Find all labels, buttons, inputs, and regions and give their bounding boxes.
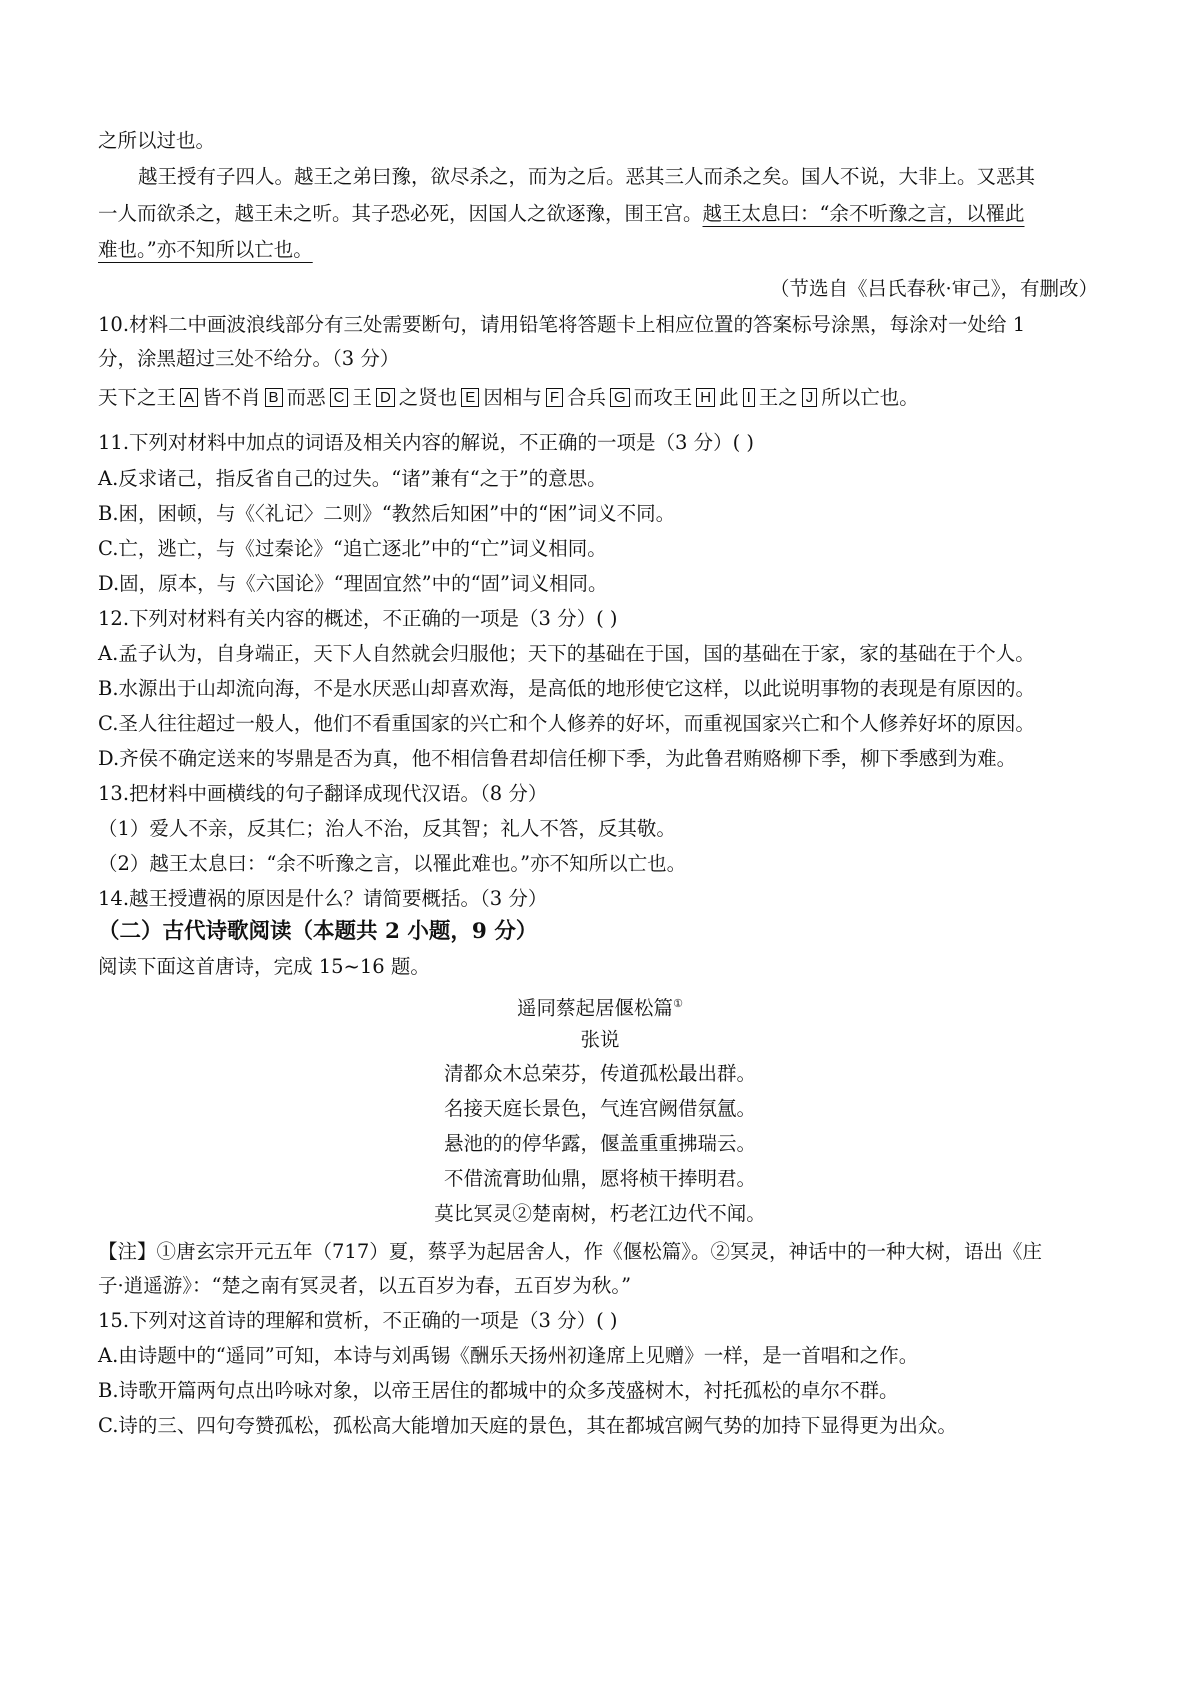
option-b: B.水源出于山却流向海，不是水厌恶山却喜欢海，是高低的地形使它这样，以此说明事物的表现是有原因的。 xyxy=(98,677,1036,700)
sentence-segment: 此 xyxy=(719,386,739,409)
answer-box[interactable]: J xyxy=(802,388,818,407)
answer-box[interactable]: H xyxy=(696,388,715,407)
answer-box[interactable]: F xyxy=(546,388,563,407)
underlined-sentence: 难也。”亦不知所以亡也。 xyxy=(98,238,313,261)
option-c: C.亡，逃亡，与《过秦论》“追亡逐北”中的“亡”词义相同。 xyxy=(98,537,607,560)
option-d: D.固，原本，与《六国论》“理固宜然”中的“固”词义相同。 xyxy=(98,572,608,595)
option-b: B.困，困顿，与《〈礼记〉二则》“教然后知困”中的“困”词义不同。 xyxy=(98,502,676,525)
question-11-stem: 11.下列对材料中加点的词语及相关内容的解说，不正确的一项是（3 分）( ) xyxy=(98,431,755,454)
sentence-segment: 天下之王 xyxy=(98,386,177,409)
question-15-stem: 15.下列对这首诗的理解和赏析，不正确的一项是（3 分）( ) xyxy=(98,1309,618,1332)
answer-box[interactable]: C xyxy=(330,388,349,407)
passage-line: 之所以过也。 xyxy=(98,129,216,152)
underlined-sentence: 越王太息曰：“余不听豫之言，以罹此 xyxy=(702,202,1025,225)
section-intro: 阅读下面这首唐诗，完成 15~16 题。 xyxy=(98,955,430,978)
question-14-stem: 14.越王授遭祸的原因是什么？请简要概括。（3 分） xyxy=(98,887,548,910)
option-c: C.诗的三、四句夸赞孤松，孤松高大能增加天庭的景色，其在都城宫阙气势的加持下显得更为出众。 xyxy=(98,1414,957,1437)
question-13-stem: 13.把材料中画横线的句子翻译成现代汉语。（8 分） xyxy=(98,782,548,805)
footnote-marker: ① xyxy=(673,997,683,1010)
answer-box[interactable]: G xyxy=(610,388,630,407)
option-a: A.由诗题中的“遥同”可知，本诗与刘禹锡《酬乐天扬州初逢席上见赠》一样，是一首唱和之作。 xyxy=(98,1344,919,1367)
poem-note: 子·逍遥游》：“楚之南有冥灵者，以五百岁为春，五百岁为秋。” xyxy=(98,1274,632,1297)
sentence-segment: 所以亡也。 xyxy=(821,386,919,409)
passage-line xyxy=(98,200,1102,228)
answer-box[interactable]: B xyxy=(265,388,283,407)
translation-sentence-1: （1）爱人不亲，反其仁；治人不治，反其智；礼人不答，反其敬。 xyxy=(98,817,676,840)
poem-line: 名接天庭长景色，气连宫阙借氛氲。 xyxy=(443,1097,756,1120)
passage-text: 一人而欲杀之，越王未之听。其子恐必死，因国人之欲逐豫，围王宫。 xyxy=(98,202,703,225)
sentence-segment: 因相与 xyxy=(483,386,542,409)
question-12-stem: 12.下列对材料有关内容的概述，不正确的一项是（3 分）( ) xyxy=(98,607,618,630)
option-a: A.反求诸己，指反省自己的过失。“诸”兼有“之于”的意思。 xyxy=(98,467,607,490)
question-10-stem: 10.材料二中画波浪线部分有三处需要断句，请用铅笔将答题卡上相应位置的答案标号涂黑，每涂对一处给 1 xyxy=(98,313,1026,336)
option-c: C.圣人往往超过一般人，他们不看重国家的兴亡和个人修养的好坏，而重视国家兴亡和个人修养好坏的原因。 xyxy=(98,712,1035,735)
poem-line: 清都众木总荣芬，传道孤松最出群。 xyxy=(443,1062,756,1085)
poem-author: 张说 xyxy=(580,1028,620,1051)
poem-title xyxy=(98,990,1102,1023)
poem-title-text: 遥同蔡起居偃松篇 xyxy=(517,996,674,1020)
option-a: A.孟子认为，自身端正，天下人自然就会归服他；天下的基础在于国，国的基础在于家，家的基础在于个人。 xyxy=(98,642,1035,665)
poem-line: 悬池的的停华露，偃盖重重拂瑞云。 xyxy=(443,1132,756,1155)
option-d: D.齐侯不确定送来的岑鼎是否为真，他不相信鲁君却信任柳下季，为此鲁君贿赂柳下季，柳下季感到为难。 xyxy=(98,747,1017,770)
option-b: B.诗歌开篇两句点出吟咏对象，以帝王居住的都城中的众多茂盛树木，衬托孤松的卓尔不群。 xyxy=(98,1379,899,1402)
sentence-segment: 王之 xyxy=(758,386,798,409)
translation-sentence-2: （2）越王太息曰：“余不听豫之言，以罹此难也。”亦不知所以亡也。 xyxy=(98,852,687,875)
section-heading: （二）古代诗歌阅读（本题共 2 小题，9 分） xyxy=(98,919,538,944)
answer-box[interactable]: I xyxy=(743,388,755,407)
answer-box[interactable]: A xyxy=(180,388,198,407)
passage-line xyxy=(98,236,1102,264)
question-10-sentence xyxy=(98,384,1102,412)
poem-line: 莫比冥灵②楚南树，朽老江边代不闻。 xyxy=(434,1202,766,1225)
sentence-segment: 之贤也 xyxy=(398,386,458,409)
answer-box[interactable]: E xyxy=(461,388,479,407)
sentence-segment: 皆不肖 xyxy=(202,386,261,409)
sentence-segment: 而攻王 xyxy=(633,386,693,409)
poem-note: 【注】①唐玄宗开元五年（717）夏，蔡孚为起居舍人，作《偃松篇》。②冥灵，神话中的一种大树，语出《庄 xyxy=(98,1240,1042,1263)
answer-box[interactable]: D xyxy=(376,388,395,407)
question-10-stem: 分，涂黑超过三处不给分。（3 分） xyxy=(98,347,400,370)
sentence-segment: 而恶 xyxy=(286,386,326,409)
poem-line: 不借流膏助仙鼎，愿将桢干捧明君。 xyxy=(443,1167,756,1190)
sentence-segment: 王 xyxy=(352,386,372,409)
sentence-segment: 合兵 xyxy=(567,386,607,409)
passage-line: 越王授有子四人。越王之弟曰豫，欲尽杀之，而为之后。恶其三人而杀之矣。国人不说，大非上。又恶其 xyxy=(138,165,1036,188)
passage-source: （节选自《吕氏春秋·审己》，有删改） xyxy=(770,277,1098,300)
